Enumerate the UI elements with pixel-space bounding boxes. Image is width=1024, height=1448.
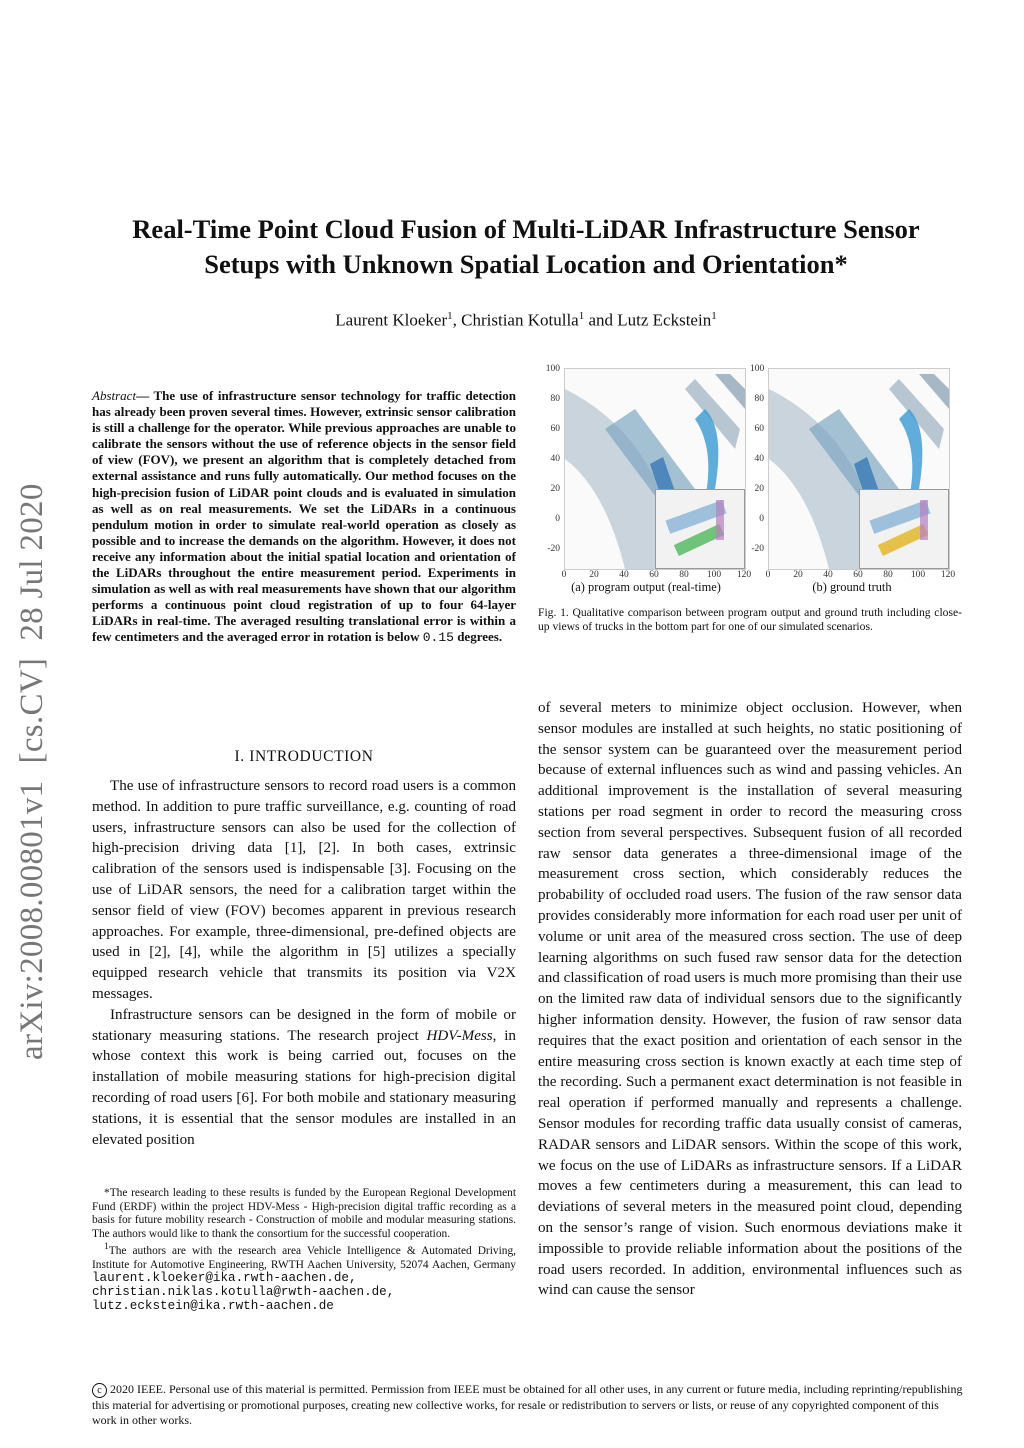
closeup-image: [656, 490, 744, 568]
paragraph-text: Infrastructure sensors can be designed in the form of mobile or stationary measuring stations. The research project: [92, 1006, 516, 1044]
y-tick-label: 0: [759, 514, 764, 524]
y-tick-label: 40: [754, 454, 764, 464]
x-tick-label: 20: [589, 570, 599, 580]
paragraph: [92, 1005, 516, 1151]
point-cloud-plot: [564, 368, 746, 570]
funding-footnote: *The research leading to these results is funded by the European Regional Development Fund (ERDF) within the project HDV-Mess - High-precision digital traffic recording as a basis for future mobility research - Construction of mobile and modular measuring stations. The authors would like to thank the consortium for the successful cooperation.: [92, 1187, 516, 1240]
y-tick-label: 20: [754, 484, 764, 494]
y-tick-label: 60: [550, 424, 560, 434]
figure-panel-b: [750, 358, 956, 598]
copyright-symbol: c: [92, 1383, 107, 1398]
point-cloud-plot: [768, 368, 950, 570]
x-tick-label: 40: [823, 570, 833, 580]
x-tick-label: 120: [940, 570, 956, 580]
closeup-image: [860, 490, 948, 568]
x-tick-label: 80: [883, 570, 893, 580]
abstract-text-end: degrees.: [453, 629, 503, 645]
x-tick-label: 100: [706, 570, 722, 580]
arxiv-stamp: arXiv:2008.00801v1 [cs.CV] 28 Jul 2020: [14, 483, 50, 1060]
paper-title: Real-Time Point Cloud Fusion of Multi-LiDAR Infrastructure Sensor Setups with Unknown Spatial Location and Orientation*: [132, 214, 920, 279]
abstract-text: The use of infrastructure sensor technology for traffic detection has already been proven several times. However, extrinsic sensor calibration is still a challenge for the operator. While previous approaches are unable to calibrate the sensors without the use of reference objects in the sensor field of view (FOV), we present an algorithm that is completely detached from external assistance and runs fully automatically. Our method focuses on the high-precision fusion of LiDAR point clouds and is evaluated in simulation as well as on real measurements. We set the LiDARs in a continuous pendulum motion in order to simulate real-world operation as closely as possible and to increase the demands on the algorithm. However, it does not receive any information about the initial spatial location and orientation of the LiDARs throughout the entire measurement period. Experiments in simulation as well as with real measurements have shown that our algorithm performs a continuous point cloud registration of up to four 64-layer LiDARs in real-time. The averaged resulting translational error is within a few centimeters and the averaged error in rotation is below: [92, 388, 517, 645]
x-tick-label: 120: [736, 570, 752, 580]
footnotes: [92, 1187, 516, 1313]
figure-1: [538, 358, 962, 598]
affiliation-mark: 1: [578, 310, 585, 322]
y-tick-label: -20: [751, 544, 764, 554]
figure-panel-a: [538, 358, 752, 598]
intro-left-column: [92, 776, 516, 1150]
y-tick-label: 0: [555, 514, 560, 524]
x-tick-label: 0: [561, 570, 567, 580]
y-tick-label: 100: [545, 364, 560, 374]
author-name: Laurent Kloeker: [335, 310, 448, 330]
figure-caption: Fig. 1. Qualitative comparison between program output and ground truth including close-up views of trucks in the bottom part for one of our simulated scenarios.: [538, 606, 962, 634]
x-tick-label: 0: [765, 570, 771, 580]
closeup-inset: [655, 489, 745, 569]
project-name: HDV-Mess: [426, 1027, 493, 1044]
subfigure-caption-a: (a) program output (real-time): [571, 580, 721, 594]
y-tick-label: 40: [550, 454, 560, 464]
section-heading: I. INTRODUCTION: [234, 748, 374, 765]
paragraph-text: , in whose context this work is being carried out, focuses on the installation of mobile measuring stations for high-precision digital recording of road users [6]. For both mobile and stationary measuring stations, it is essential that the sensor modules are installed in an elevated position: [92, 1027, 516, 1148]
y-tick-label: 100: [750, 364, 765, 374]
copyright-notice: [92, 1382, 964, 1427]
y-tick-label: 20: [550, 484, 560, 494]
y-tick-label: -20: [547, 544, 560, 554]
y-tick-label: 60: [754, 424, 764, 434]
author-name: Lutz Eckstein: [617, 310, 712, 330]
affiliation-mark: 1: [447, 310, 453, 322]
affiliation-mark: 1: [711, 310, 717, 322]
copyright-text: 2020 IEEE. Personal use of this material is permitted. Permission from IEEE must be obtained for all other uses, in any current or future media, including reprinting/republishing this material for advertising or promotional purposes, creating new collective works, for resale or redistribution to servers or lists, or reuse of any copyrighted component of this work in other works.: [92, 1382, 963, 1427]
y-tick-label: 80: [754, 394, 764, 404]
x-tick-label: 100: [910, 570, 926, 580]
affiliation-text: The authors are with the research area Vehicle Intelligence & Automated Driving, Institute for Automotive Engineering, RWTH Aachen University, 52074 Aachen, Germany: [92, 1245, 516, 1271]
author-separator: and: [584, 310, 618, 330]
abstract-dash: —: [136, 388, 154, 403]
intro-right-column: [538, 698, 962, 1301]
author-separator: ,: [452, 310, 462, 330]
abstract-label: Abstract: [92, 388, 137, 403]
paragraph: of several meters to minimize object occlusion. However, when sensor modules are installed at such heights, no static positioning of the sensor system can be guaranteed over the measurement period because of external influences such as wind and passing vehicles. An additional improvement is the installation of several measuring stations per road segment in order to record the measuring cross section from several perspectives. Subsequent fusion of all recorded raw sensor data generates a three-dimensional image of the measurement cross section, which considerably reduces the probability of occluded road users. The fusion of the raw sensor data provides considerably more information for each road user per unit of volume or unit area of the measured cross section. The use of deep learning algorithms on such fused raw sensor data for the detection and classification of road users is much more promising than their use on the limited raw data of individual sensors due to the significantly higher information density. However, the fusion of raw sensor data requires that the exact position and orientation of each sensor in the entire measuring cross section is known exactly at each time step of the recording. Such a permanent exact determination is not feasible in real operation if performed manually and represents a challenge. Sensor modules for recording traffic data usually consist of cameras, RADAR sensors and LiDAR sensors. Within the scope of this work, we focus on the use of LiDARs as infrastructure sensors. If a LiDAR moves a few centimeters during a measurement, this can lead to deviations of several meters in the measured point cloud, depending on the sensor’s range of vision. Such enormous deviations make it impossible to provide reliable information about the positions of the road users recorded. In addition, environmental influences such as wind can cause the sensor: [538, 700, 962, 1299]
x-tick-label: 20: [793, 570, 803, 580]
subfigure-caption-b: (b) ground truth: [812, 580, 892, 594]
email-link[interactable]: laurent.kloeker@ika.rwth-aachen.de,: [92, 1271, 357, 1286]
footnote-mark: 1: [104, 1242, 109, 1253]
email-link[interactable]: christian.niklas.kotulla@rwth-aachen.de,: [92, 1284, 395, 1299]
x-tick-label: 60: [853, 570, 863, 580]
email-link[interactable]: lutz.eckstein@ika.rwth-aachen.de: [92, 1298, 334, 1313]
x-tick-label: 80: [679, 570, 689, 580]
y-tick-label: 80: [550, 394, 560, 404]
affiliation-footnote: [92, 1241, 516, 1313]
x-tick-label: 60: [649, 570, 659, 580]
paragraph: The use of infrastructure sensors to record road users is a common method. In addition to pure traffic surveillance, e.g. counting of road users, infrastructure sensors can also be used for the collection of high-precision driving data [1], [2]. In both cases, extrinsic calibration of the sensors used is indispensable [3]. Focusing on the use of LiDAR sensors, the need for a calibration target within the sensor field of view (FOV) becomes apparent in previous research approaches. For example, three-dimensional, pre-defined objects are used in [2], [4], while the algorithm in [5] utilizes a specially equipped research vehicle that transmits its position via V2X messages.: [92, 778, 516, 1002]
author-name: Christian Kotulla: [461, 310, 579, 330]
x-tick-label: 40: [619, 570, 629, 580]
closeup-inset: [859, 489, 949, 569]
abstract: [92, 388, 516, 647]
abstract-number: 0.15: [422, 630, 454, 646]
author-line: [100, 310, 952, 331]
